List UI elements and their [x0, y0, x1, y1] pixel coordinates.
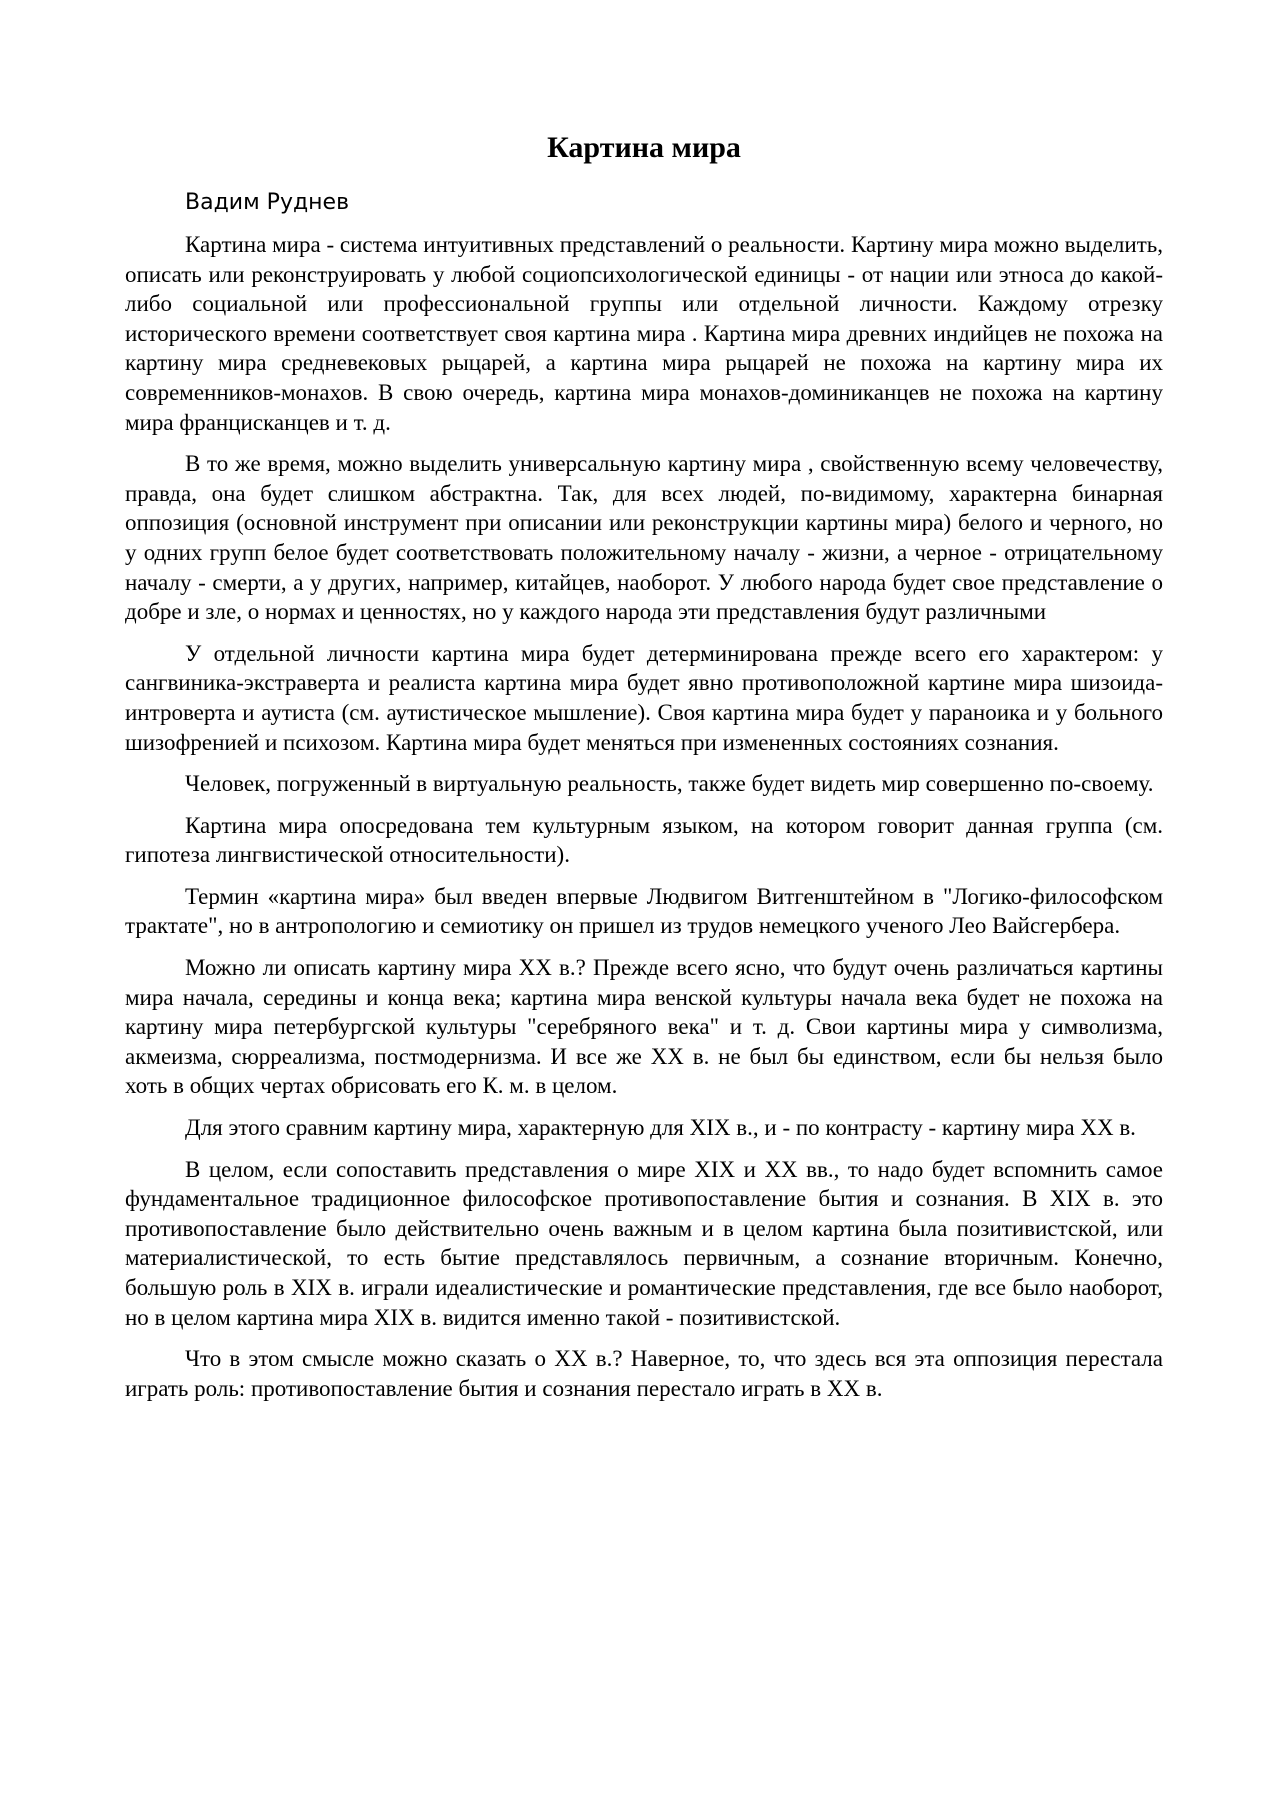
paragraph-3: У отдельной личности картина мира будет детерминирована прежде всего его характером: у сангвиника-экстраверта и реалиста картина мира будет явно противоположной картине мира шизоида-интроверта и аутиста (см. аутистическое мышление). Своя картина мира будет у параноика и у больного шизофренией и психозом. Картина мира будет меняться при измененных состояниях сознания.: [125, 640, 1163, 755]
paragraph-4: Человек, погруженный в виртуальную реальность, также будет видеть мир совершенно по-своему.: [185, 771, 1154, 797]
document-author: Вадим Руднев: [185, 190, 350, 215]
paragraph-1: Картина мира - система интуитивных представлений о реальности. Картину мира можно выделить, описать или реконструировать у любой социопсихологической единицы - от нации или этноса до какой-либо социальной или профессиональной группы или отдельной личности. Каждому отрезку исторического времени соответствует своя картина мира . Картина мира древних индийцев не похожа на картину мира средневековых рыцарей, а картина мира рыцарей не похожа на картину мира их современников-монахов. В свою очередь, картина мира монахов-доминиканцев не похожа на картину мира францисканцев и т. д.: [125, 232, 1163, 435]
paragraph-7: Можно ли описать картину мира XX в.? Прежде всего ясно, что будут очень различаться картины мира начала, середины и конца века; картина мира венской культуры начала века будет не похожа на картину мира петербургской культуры "серебряного века" и т. д. Свои картины мира у символизма, акмеизма, сюрреализма, постмодернизма. И все же XX в. не был бы единством, если бы нельзя было хоть в общих чертах обрисовать его К. м. в целом.: [125, 955, 1163, 1099]
document-page: [125, 118, 1163, 1403]
paragraph-5: Картина мира опосредована тем культурным языком, на котором говорит данная группа (см. гипотеза лингвистической относительности).: [125, 812, 1163, 868]
paragraph-2: В то же время, можно выделить универсальную картину мира , свойственную всему человечеству, правда, она будет слишком абстрактна. Так, для всех людей, по-видимому, характерна бинарная оппозиция (основной инструмент при описании или реконструкции картины мира) белого и черного, но у одних групп белое будет соответствовать положительному началу - жизни, а черное - отрицательному началу - смерти, а у других, например, китайцев, наоборот. У любого народа будет свое представление о добре и зле, о нормах и ценностях, но у каждого народа эти представления будут различными: [125, 451, 1163, 625]
paragraph-8: Для этого сравним картину мира, характерную для XIX в., и - по контрасту - картину мира XX в.: [185, 1115, 1136, 1141]
paragraph-9: В целом, если сопоставить представления о мире XIX и XX вв., то надо будет вспомнить самое фундаментальное традиционное философское противопоставление бытия и сознания. В XIX в. это противопоставление было действительно очень важным и в целом картина была позитивистской, или материалистической, то есть бытие представлялось первичным, а сознание вторичным. Конечно, большую роль в XIX в. играли идеалистические и романтические представления, где все было наоборот, но в целом картина мира XIX в. видится именно такой - позитивистской.: [125, 1156, 1163, 1330]
paragraph-10: Что в этом смысле можно сказать о XX в.? Наверное, то, что здесь вся эта оппозиция перестала играть роль: противопоставление бытия и сознания перестало играть в XX в.: [125, 1346, 1163, 1401]
document-title: Картина мира: [547, 131, 741, 164]
paragraph-6: Термин «картина мира» был введен впервые Людвигом Витгенштейном в "Логико-философском трактате", но в антропологию и семиотику он пришел из трудов немецкого ученого Лео Вайсгербера.: [125, 883, 1163, 939]
